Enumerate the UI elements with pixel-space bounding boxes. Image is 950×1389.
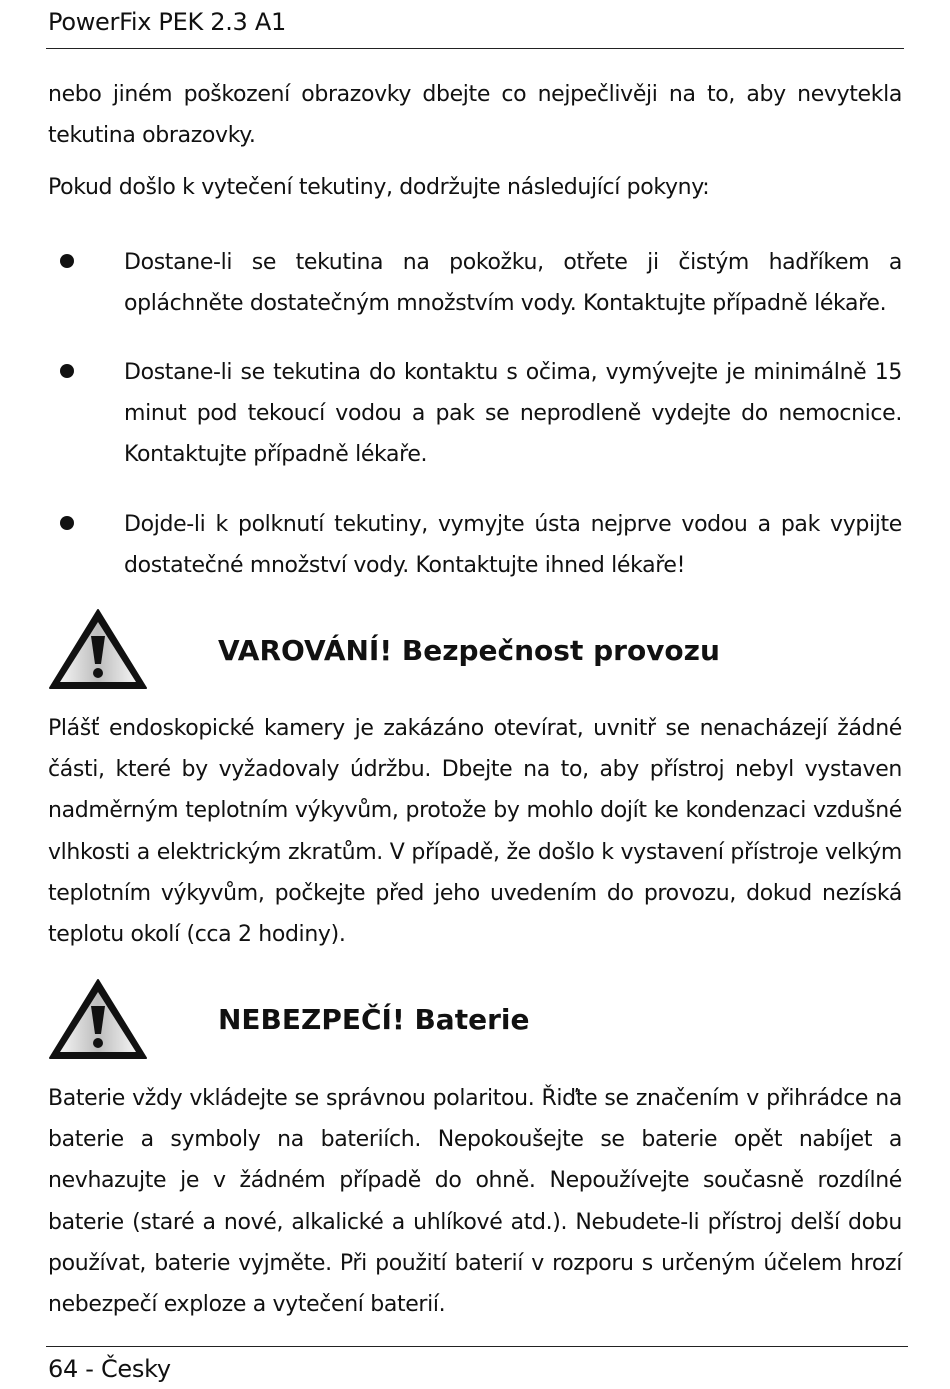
section-heading-batteries: NEBEZPEČÍ! Baterie	[218, 1003, 530, 1036]
footer-rule	[46, 1346, 908, 1347]
list-item-text: Dojde-li k polknutí tekutiny, vymyjte ústa nejprve vodou a pak vypijte dostatečné množství vody. Kontaktujte ihned lékaře!	[124, 512, 902, 579]
page-number-label: 64 - Česky	[48, 1355, 171, 1383]
section-heading-operation-safety: VAROVÁNÍ! Bezpečnost provozu	[218, 634, 720, 667]
warning-triangle-icon	[46, 976, 150, 1062]
document-header-title: PowerFix PEK 2.3 A1	[48, 8, 286, 36]
intro-paragraph: nebo jiném poškození obrazovky dbejte co nejpečlivěji na to, aby nevytekla tekutina obrazovky.	[48, 82, 902, 149]
section-body-operation-safety: Plášť endoskopické kamery je zakázáno otevírat, uvnitř se nenacházejí žádné části, které by vyžadovaly údržbu. Dbejte na to, aby přístroj nebyl vystaven nadměrným teplotním výkyvům, protože by mohlo dojít ke kondenzaci vzdušné vlhkosti a elektrickým zkratům. V případě, že došlo k vystavení přístroje velkým teplotním výkyvům, počkejte před jeho uvedením do provozu, dokud nezíská teplotu okolí (cca 2 hodiny).	[48, 716, 902, 948]
warning-triangle-icon	[46, 606, 150, 692]
bullet-icon	[60, 254, 74, 268]
section-body-batteries: Baterie vždy vkládejte se správnou polaritou. Řiďte se značením v přihrádce na baterie a symboly na bateriích. Nepokoušejte se baterie opět nabíjet a nevhazujte je v žádném případě do ohně. Nepoužívejte současně rozdílné baterie (staré a nové, alkalické a uhlíkové atd.). Nebudete-li přístroj delší dobu používat, baterie vyjměte. Při použití baterií v rozporu s určeným účelem hrozí nebezpečí exploze a vytečení baterií.	[48, 1086, 902, 1318]
list-item-text: Dostane-li se tekutina na pokožku, otřete ji čistým hadříkem a opláchněte dostatečným množstvím vody. Kontaktujte případně lékaře.	[124, 250, 902, 317]
header-rule	[46, 48, 904, 49]
bullet-icon	[60, 516, 74, 530]
bullet-icon	[60, 364, 74, 378]
list-item-text: Dostane-li se tekutina do kontaktu s očima, vymývejte je minimálně 15 minut pod tekoucí vodou a pak se neprodleně vydejte do nemocnice. Kontaktujte případně lékaře.	[124, 360, 902, 468]
instructions-lead-paragraph: Pokud došlo k vytečení tekutiny, dodržujte následující pokyny:	[48, 175, 710, 200]
